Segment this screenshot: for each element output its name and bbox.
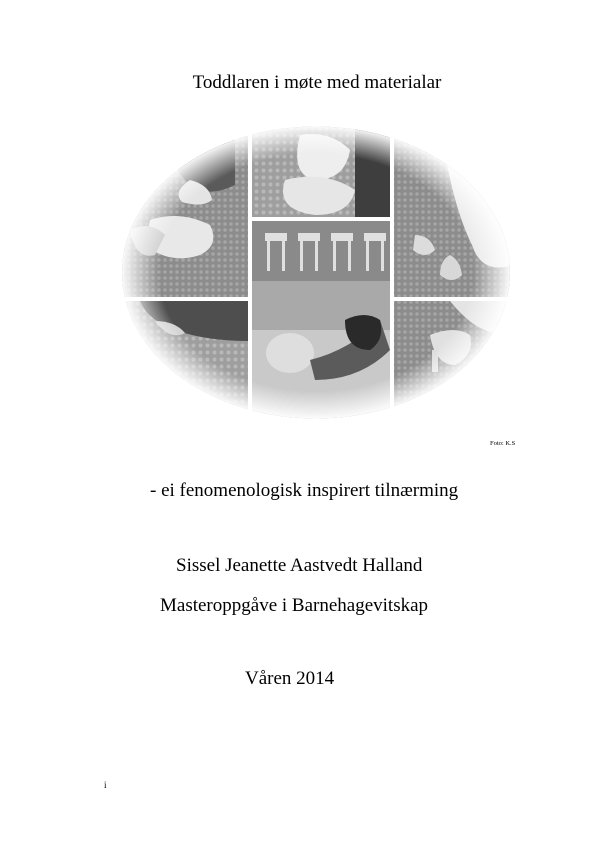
degree-program: Masteroppgåve i Barnehagevitskap (160, 595, 429, 616)
photo-credit: Foto: K.S (490, 440, 516, 447)
term-year: Våren 2014 (245, 668, 335, 689)
page-number: i (104, 780, 107, 790)
author-name: Sissel Jeanette Aastvedt Halland (176, 555, 423, 576)
document-title: Toddlaren i møte med materialar (192, 72, 442, 93)
document-subtitle: - ei fenomenologisk inspirert tilnærming (150, 480, 459, 501)
cover-photo-collage (120, 125, 512, 420)
